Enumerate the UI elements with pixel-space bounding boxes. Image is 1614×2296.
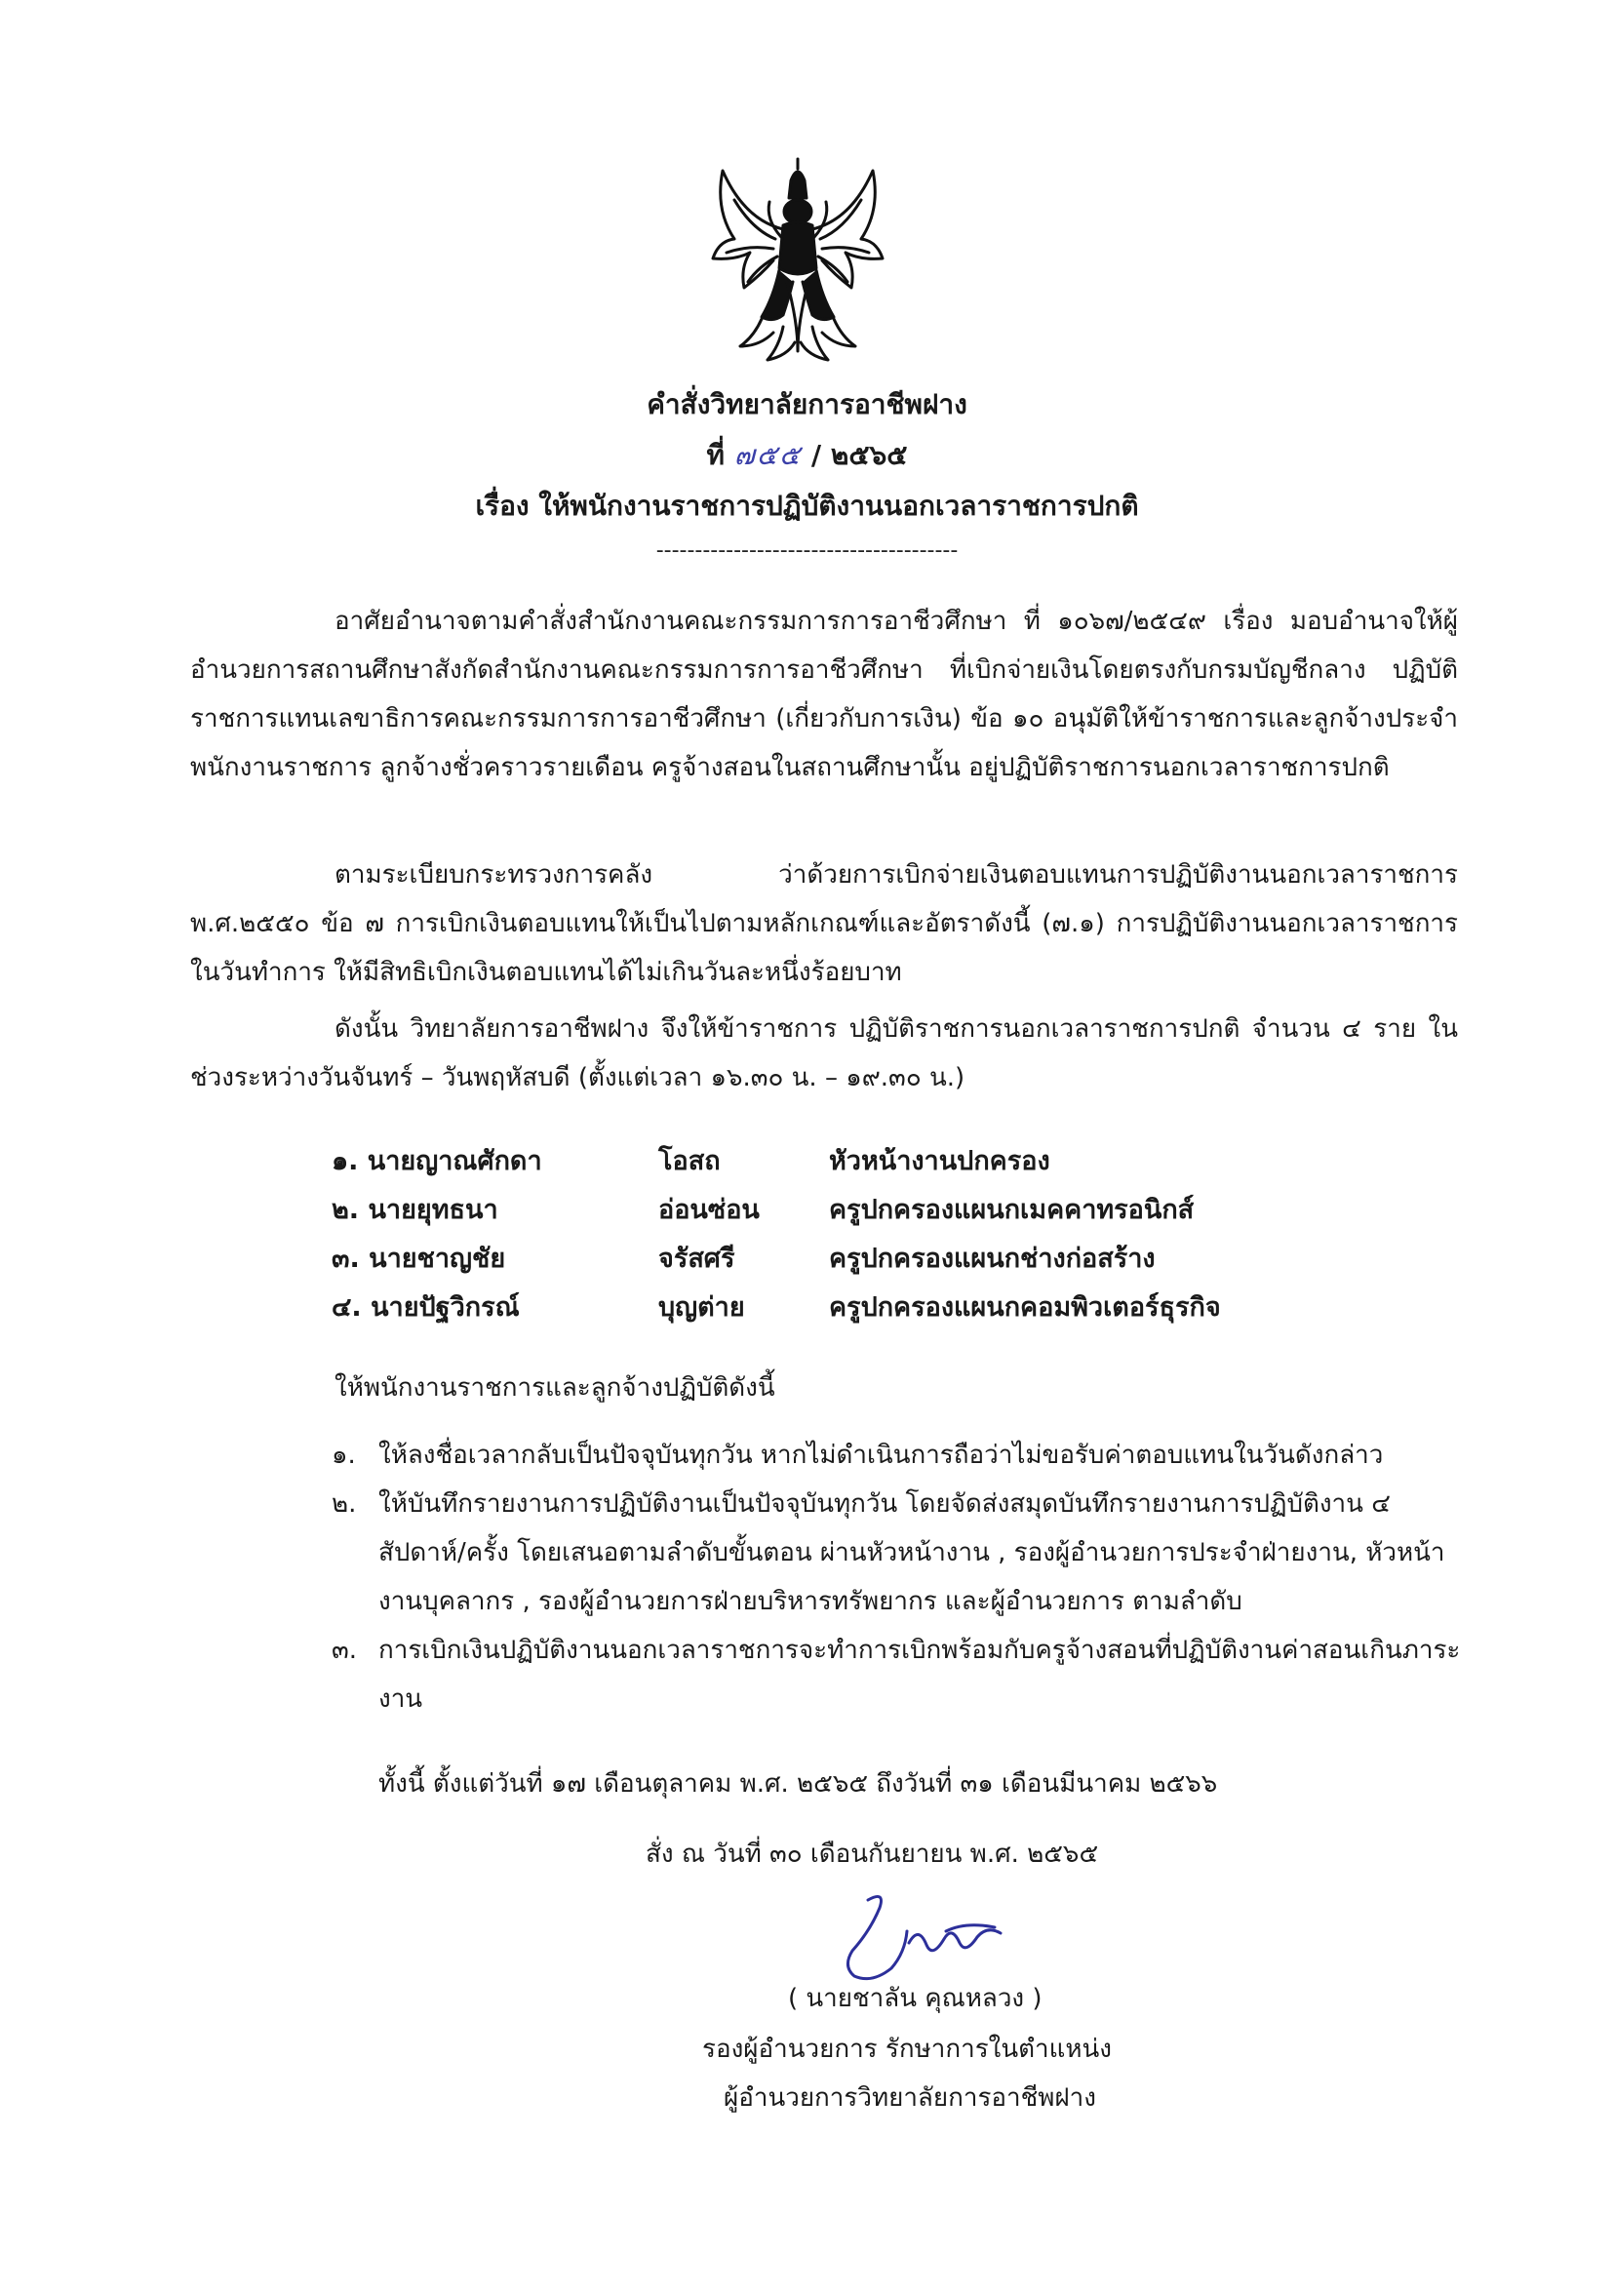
duty-item [332, 1480, 1463, 1626]
duties-list [332, 1431, 1463, 1723]
duty-number: ๒. [332, 1489, 357, 1519]
duty-text: การเบิกเงินปฏิบัติงานนอกเวลาราชการจะทำการเบิกพร้อมกับครูจ้างสอนที่ปฏิบัติงานค่าสอนเกินภาระงาน [378, 1636, 1461, 1714]
garuda-emblem-icon [705, 151, 890, 371]
staff-surname: อ่อนซ่อน [658, 1195, 760, 1225]
staff-position: ครูปกครองแผนกเมคคาทรอนิกส์ [829, 1195, 1195, 1225]
paragraph-assignment: ดังนั้น วิทยาลัยการอาชีพฝาง จึงให้ข้าราชการ ปฏิบัติราชการนอกเวลาราชการปกติ จำนวน ๔ ราย ในช่วงระหว่างวันจันทร์ – วันพฤหัสบดี (ตั้งแต่เวลา ๑๖.๓๐ น. – ๑๙.๓๐ น.) [190, 1014, 1458, 1092]
order-number [0, 436, 1614, 475]
duty-number: ๓. [332, 1636, 358, 1665]
staff-surname: จรัสศรี [658, 1244, 735, 1274]
order-subject: เรื่อง ให้พนักงานราชการปฏิบัติงานนอกเวลาราชการปกติ [475, 490, 1139, 522]
staff-name: ๓. นายชาญชัย [332, 1244, 506, 1274]
staff-surname: โอสถ [658, 1146, 721, 1176]
effective-period: ทั้งนี้ ตั้งแต่วันที่ ๑๗ เดือนตุลาคม พ.ศ. ๒๕๖๕ ถึงวันที่ ๓๑ เดือนมีนาคม ๒๕๖๖ [378, 1769, 1218, 1799]
paragraph-regulation: ตามระเบียบกระทรวงการคลัง ว่าด้วยการเบิกจ่ายเงินตอบแทนการปฏิบัติงานนอกเวลาราชการ พ.ศ.๒๕๕๐ ข้อ ๗ การเบิกเงินตอบแทนให้เป็นไปตามหลักเกณฑ์และอัตราดังนี้ (๗.๑) การปฏิบัติงานนอกเวลาราชการในวันทำการ ให้มีสิทธิเบิกเงินตอบแทนได้ไม่เกินวันละหนึ่งร้อยบาท [190, 860, 1458, 987]
staff-surname: บุญต่าย [658, 1292, 745, 1323]
duty-number: ๑. [332, 1441, 356, 1470]
duty-item [332, 1626, 1463, 1723]
duty-text: ให้บันทึกรายงานการปฏิบัติงานเป็นปัจจุบันทุกวัน โดยจัดส่งสมุดบันทึกรายงานการปฏิบัติงาน ๔ สัปดาห์/ครั้ง โดยเสนอตามลำดับขั้นตอน ผ่านหัวหน้างาน , รองผู้อำนวยการประจำฝ่ายงาน, หัวหน้างานบุคลากร , รองผู้อำนวยการฝ่ายบริหารทรัพยากร และผู้อำนวยการ ตามลำดับ [378, 1489, 1445, 1616]
divider-line: --------------------------------------- [655, 538, 959, 563]
duty-item [332, 1431, 1463, 1480]
staff-position: ครูปกครองแผนกคอมพิวเตอร์ธุรกิจ [829, 1292, 1221, 1323]
staff-position: ครูปกครองแผนกช่างก่อสร้าง [829, 1244, 1156, 1274]
order-year: / ๒๕๖๕ [810, 439, 908, 471]
staff-name: ๔. นายปัฐวิกรณ์ [332, 1292, 520, 1323]
paragraph-authority: อาศัยอำนาจตามคำสั่งสำนักงานคณะกรรมการการอาชีวศึกษา ที่ ๑๐๖๗/๒๕๔๙ เรื่อง มอบอำนาจให้ผู้อำนวยการสถานศึกษาสังกัดสำนักงานคณะกรรมการการอาชีวศึกษา ที่เบิกจ่ายเงินโดยตรงกับกรมบัญชีกลาง ปฏิบัติราชการแทนเลขาธิการคณะกรรมการการอาชีวศึกษา (เกี่ยวกับการเงิน) ข้อ ๑๐ อนุมัติให้ข้าราชการและลูกจ้างประจำ พนักงานราชการ ลูกจ้างชั่วคราวรายเดือน ครูจ้างสอนในสถานศึกษานั้น อยู่ปฏิบัติราชการนอกเวลาราชการปกติ [190, 607, 1458, 782]
handwritten-signature [829, 1882, 1034, 1990]
signatory-title-1: รองผู้อำนวยการ รักษาการในตำแหน่ง [702, 2035, 1112, 2064]
order-number-handwritten: ๗๕๕ [733, 439, 803, 471]
duty-text: ให้ลงชื่อเวลากลับเป็นปัจจุบันทุกวัน หากไม่ดำเนินการถือว่าไม่ขอรับค่าตอบแทนในวันดังกล่าว [378, 1441, 1384, 1470]
duties-intro: ให้พนักงานราชการและลูกจ้างปฏิบัติดังนี้ [335, 1373, 775, 1403]
ordered-date: สั่ง ณ วันที่ ๓๐ เดือนกันยายน พ.ศ. ๒๕๖๕ [646, 1840, 1099, 1869]
order-prefix: ที่ [706, 439, 725, 471]
staff-name: ๑. นายญาณศักดา [332, 1146, 542, 1176]
signatory-title-2: ผู้อำนวยการวิทยาลัยการอาชีพฝาง [724, 2083, 1096, 2113]
staff-name: ๒. นายยุทธนา [332, 1195, 498, 1225]
order-title: คำสั่งวิทยาลัยการอาชีพฝาง [647, 388, 967, 420]
staff-position: หัวหน้างานปกครอง [829, 1146, 1050, 1176]
signatory-name: ( นายชาลัน คุณหลวง ) [788, 1984, 1043, 2013]
